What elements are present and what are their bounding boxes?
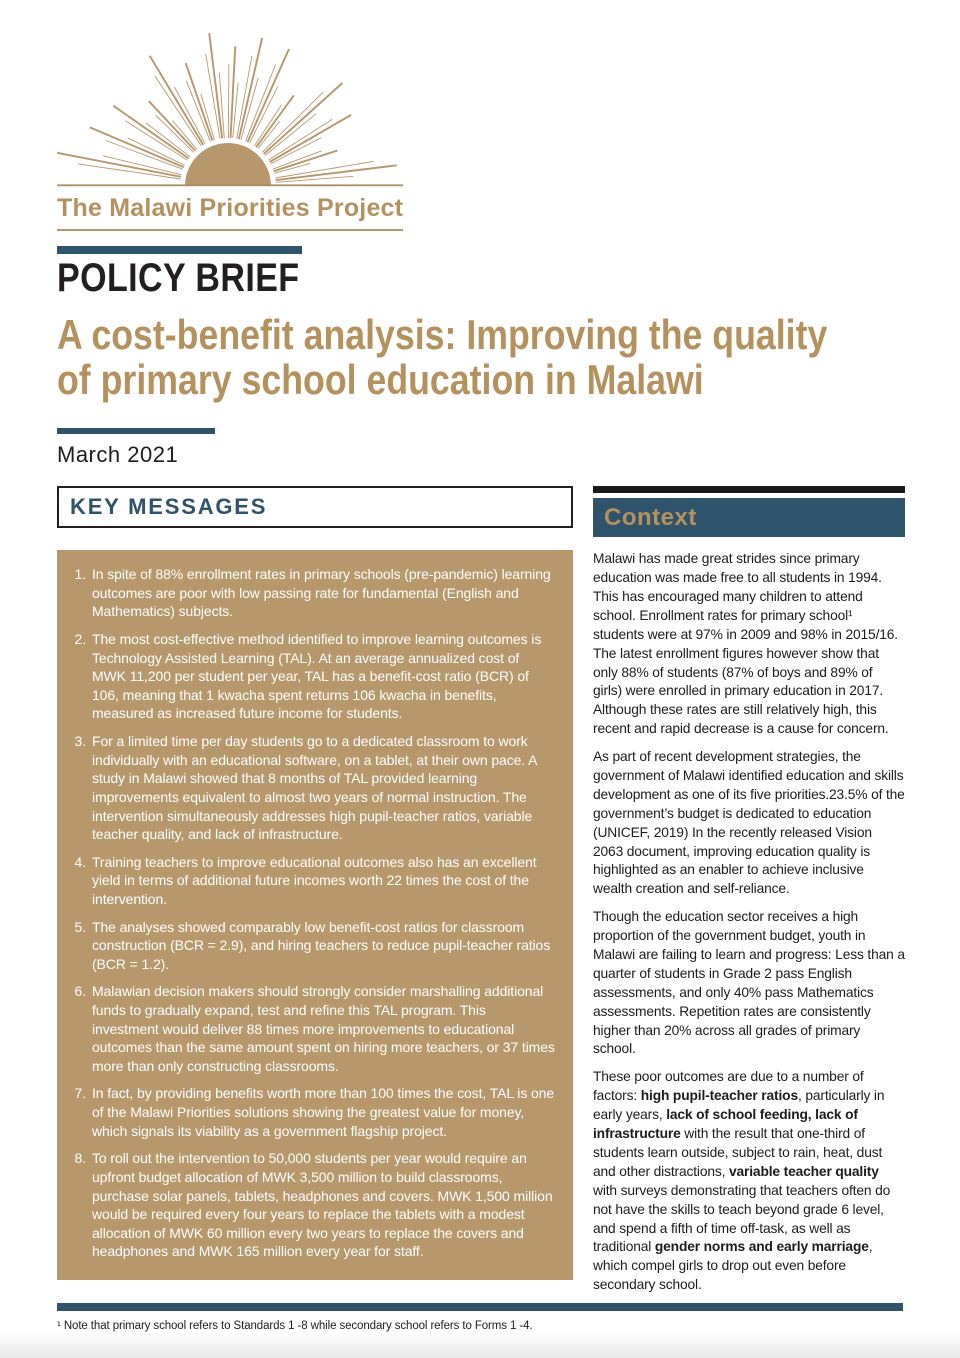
key-message-item — [69, 1084, 555, 1140]
key-messages-section — [57, 486, 573, 1280]
item-text: The analyses showed comparably low benefit-cost ratios for classroom construction (BCR = 2.9), and hiring teachers to reduce pupil-teacher ratios (BCR = 1.2). — [92, 918, 551, 972]
item-text: For a limited time per day students go to a dedicated classroom to work individually with an educational software, on a tablet, at their own pace. A study in Malawi showed that 8 months of TAL provided learning improvements equivalent to almost two years of normal instruction. The intervention simultaneously addresses high pupil-teacher ratios, variable teacher quality, and lack of infrastructure. — [92, 733, 537, 843]
key-message-item — [69, 982, 555, 1075]
key-message-item — [69, 565, 555, 621]
sun-semicircle — [185, 143, 271, 186]
content-columns — [0, 468, 960, 1295]
logo-title: The Malawi Priorities Project — [57, 194, 404, 222]
key-message-item — [69, 918, 555, 974]
item-number: 4. — [74, 853, 86, 870]
sunrise-logo-icon — [57, 26, 403, 188]
footnote: ¹ Note that primary school refers to Standards 1 -8 while secondary school refers to Forms 1 -4. — [57, 1320, 533, 1333]
context-paragraph: Though the education sector receives a high proportion of the government budget, youth in Malawi are failing to learn and progress: Less than a quarter of students in Grade 2 pass English assessments, and only 40% pass Mathematics assessments. Repetition rates are consistently higher than 20% across all grades of primary school. — [593, 909, 905, 1057]
key-messages-list — [69, 565, 555, 1261]
logo-underline — [57, 229, 403, 231]
context-body — [593, 550, 905, 1295]
document-title — [57, 311, 828, 403]
item-number: 7. — [74, 1085, 86, 1102]
key-message-item — [69, 1149, 555, 1261]
key-message-item — [69, 853, 555, 909]
key-message-item — [69, 630, 555, 723]
item-number: 1. — [74, 566, 86, 583]
document-type-heading: POLICY BRIEF — [57, 256, 300, 300]
page-bottom-shade — [0, 1332, 960, 1358]
context-top-bar — [593, 486, 905, 493]
key-messages-heading: KEY MESSAGES — [70, 494, 268, 520]
item-text: In fact, by providing benefits worth more than 100 times the cost, TAL is one of the Malawi Priorities solutions showing the greatest value for money, which signals its viability as a government flagship project. — [92, 1085, 555, 1139]
publication-date: March 2021 — [57, 442, 179, 468]
date-accent-bar — [57, 428, 215, 434]
title-line: of primary school education in Malawi — [57, 355, 704, 403]
masthead — [0, 0, 960, 468]
footer-divider-bar — [57, 1303, 903, 1311]
context-heading: Context — [604, 503, 697, 531]
context-section — [593, 486, 905, 1295]
item-number: 3. — [74, 733, 86, 750]
title-line: A cost-benefit analysis: Improving the quality — [57, 311, 828, 359]
key-messages-header — [57, 486, 573, 528]
context-paragraph: As part of recent development strategies, the government of Malawi identified education and skills development as one of its five priorities.23.5% of the government’s budget is dedicated to education (UNICEF, 2019) In the recently released Vision 2063 document, improving education quality is highlighted as an enabler to achieve inclusive wealth creation and self-reliance. — [593, 749, 905, 897]
item-number: 5. — [74, 918, 86, 935]
key-messages-box — [57, 550, 573, 1280]
item-number: 6. — [74, 983, 86, 1000]
item-number: 8. — [74, 1150, 86, 1167]
item-number: 2. — [74, 631, 86, 648]
item-text: To roll out the intervention to 50,000 students per year would require an upfront budget allocation of MWK 3,500 million to build classrooms, purchase solar panels, tablets, headphones and covers. MWK 1,500 million would be required every four years to replace the tablets with a modest allocation of MWK 60 million every two years to replace the covers and headphones and MWK 165 million every year for staff. — [92, 1150, 553, 1260]
context-header — [593, 498, 905, 537]
key-message-item — [69, 732, 555, 844]
horizon-line — [57, 184, 403, 186]
context-paragraph: Malawi has made great strides since primary education was made free to all students in 1994. This has encouraged many children to attend school. Enrollment rates for primary school¹ students were at 97% in 2009 and 98% in 2015/16. The latest enrollment figures however show that only 88% of students (87% of boys and 89% of girls) were enrolled in primary education in 2017. Although these rates are still relatively high, this recent and rapid decrease is a cause for concern. — [593, 551, 898, 737]
context-paragraph: These poor outcomes are due to a number of factors: high pupil-teacher ratios, particularly in early years, lack of school feeding, lack of infrastructure with the result that one-third of students learn outside, subject to rain, heat, dust and other distractions, variable teacher quality with surveys demonstrating that teachers often do not have the skills to teach beyond grade 6 level, and spend a fifth of time off-task, as well as traditional gender norms and early marriage, which compel girls to drop out even before secondary school. — [593, 1069, 891, 1293]
item-text: The most cost-effective method identified to improve learning outcomes is Technology Assisted Learning (TAL). At an average annualized cost of MWK 11,200 per student per year, TAL has a benefit-cost ratio (BCR) of 106, meaning that 1 kwacha spent returns 106 kwacha in benefits, measured as increased future income for students. — [92, 631, 542, 722]
kicker-accent-bar — [57, 246, 302, 254]
item-text: Training teachers to improve educational outcomes also has an excellent yield in terms of additional future incomes worth 22 times the cost of the intervention. — [92, 853, 537, 907]
item-text: In spite of 88% enrollment rates in primary schools (pre-pandemic) learning outcomes are poor with low passing rate for fundamental (English and Mathematics) subjects. — [92, 566, 551, 620]
item-text: Malawian decision makers should strongly consider marshalling additional funds to gradually expand, test and refine this TAL program. This investment would deliver 88 times more improvements to educational outcomes than the same amount spent on hiring more teachers, or 37 times more than only constructing classrooms. — [92, 983, 555, 1074]
